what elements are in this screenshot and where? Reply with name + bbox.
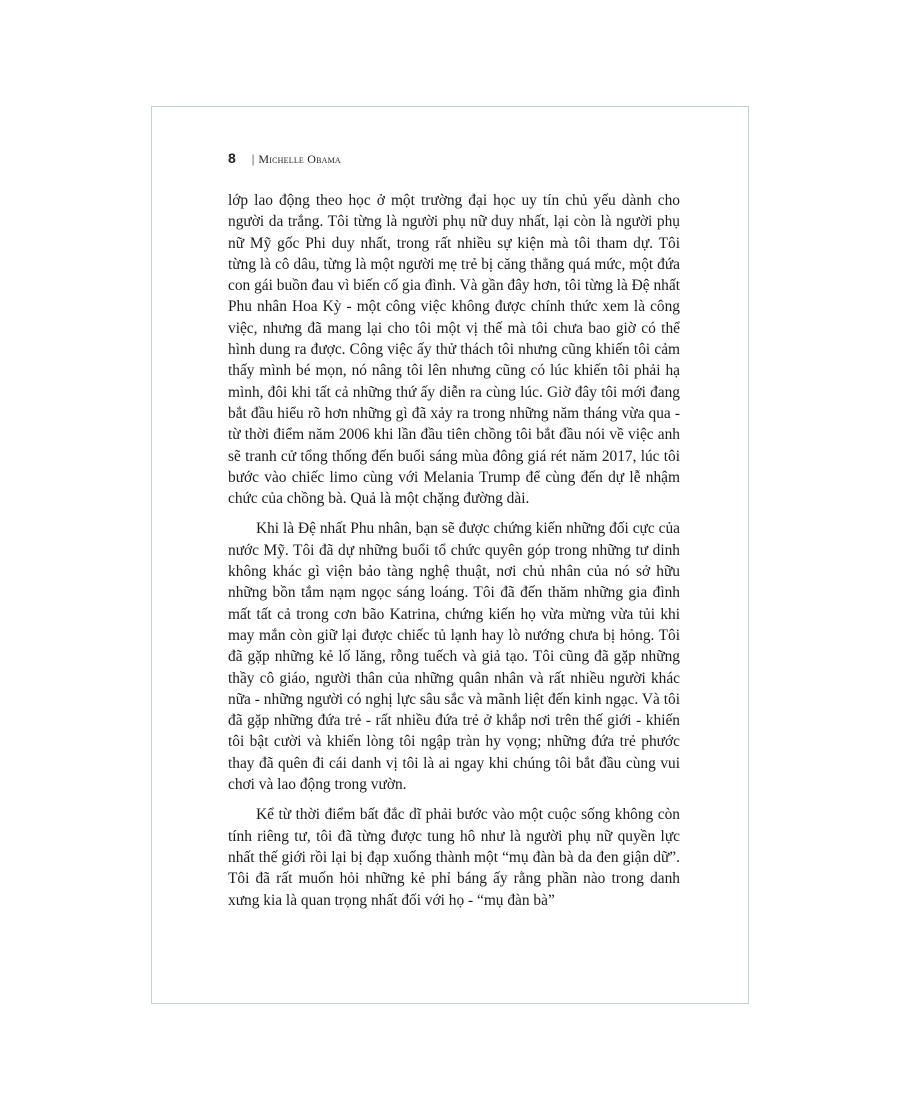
paragraph-2: Khi là Đệ nhất Phu nhân, bạn sẽ được chứng kiến những đối cực của nước Mỹ. Tôi đã dự những buổi tổ chức quyên góp trong những tư dinh không khác gì viện bảo tàng nghệ thuật, nơi chủ nhân của nó sở hữu những bồn tắm nạm ngọc sáng loáng. Tôi đã đến thăm những gia đình mất tất cả trong cơn bão Katrina, chứng kiến họ vừa mừng vừa tủi khi may mắn còn giữ lại được chiếc tủ lạnh hay lò nướng chưa bị hỏng. Tôi đã gặp những kẻ lố lăng, rỗng tuếch và giả tạo. Tôi cũng đã gặp những thầy cô giáo, người thân của những quân nhân và rất nhiều người khác nữa - những người có nghị lực sâu sắc và mãnh liệt đến kinh ngạc. Và tôi đã gặp những đứa trẻ - rất nhiều đứa trẻ ở khắp nơi trên thế giới - khiến tôi bật cười và khiến lòng tôi ngập tràn hy vọng; những đứa trẻ phước thay đã quên đi cái danh vị tôi là ai ngay khi chúng tôi bắt đầu cùng vui chơi và lao động trong vườn. (228, 520, 680, 794)
paragraph-3: Kể từ thời điểm bất đắc dĩ phải bước vào một cuộc sống không còn tính riêng tư, tôi đã từng được tung hô như là người phụ nữ quyền lực nhất thế giới rồi lại bị đạp xuống thành một “mụ đàn bà da đen giận dữ”. Tôi đã rất muốn hỏi những kẻ phỉ báng ấy rằng phần nào trong danh xưng kia là quan trọng nhất đối với họ - “mụ đàn bà” (228, 806, 680, 909)
author-name: Michelle Obama (258, 152, 341, 166)
body-text (228, 190, 680, 920)
book-page (151, 106, 749, 1004)
header-separator: | (251, 151, 255, 166)
running-header (228, 150, 341, 167)
paragraph-1: lớp lao động theo học ở một trường đại học uy tín chủ yếu dành cho người da trắng. Tôi từng là người phụ nữ duy nhất, lại còn là người phụ nữ Mỹ gốc Phi duy nhất, trong rất nhiều sự kiện mà tôi tham dự. Tôi từng là cô dâu, từng là một người mẹ trẻ bị căng thẳng quá mức, một đứa con gái buồn đau vì biến cố gia đình. Và gần đây hơn, tôi từng là Đệ nhất Phu nhân Hoa Kỳ - một công việc không được chính thức xem là công việc, nhưng đã mang lại cho tôi một vị thế mà tôi chưa bao giờ có thể hình dung ra được. Công việc ấy thử thách tôi nhưng cũng khiến tôi cảm thấy mình bé mọn, nó nâng tôi lên nhưng cũng có lúc khiến tôi phải hạ mình, đôi khi tất cả những thứ ấy diễn ra cùng lúc. Giờ đây tôi mới đang bắt đầu hiểu rõ hơn những gì đã xảy ra trong những năm tháng vừa qua - từ thời điểm năm 2006 khi lần đầu tiên chồng tôi bắt đầu nói về việc anh sẽ tranh cử tổng thống đến buổi sáng mùa đông giá rét năm 2017, lúc tôi bước vào chiếc limo cùng với Melania Trump để cùng đến dự lễ nhậm chức của chồng bà. Quả là một chặng đường dài. (228, 192, 680, 508)
page-number: 8 (228, 150, 236, 166)
